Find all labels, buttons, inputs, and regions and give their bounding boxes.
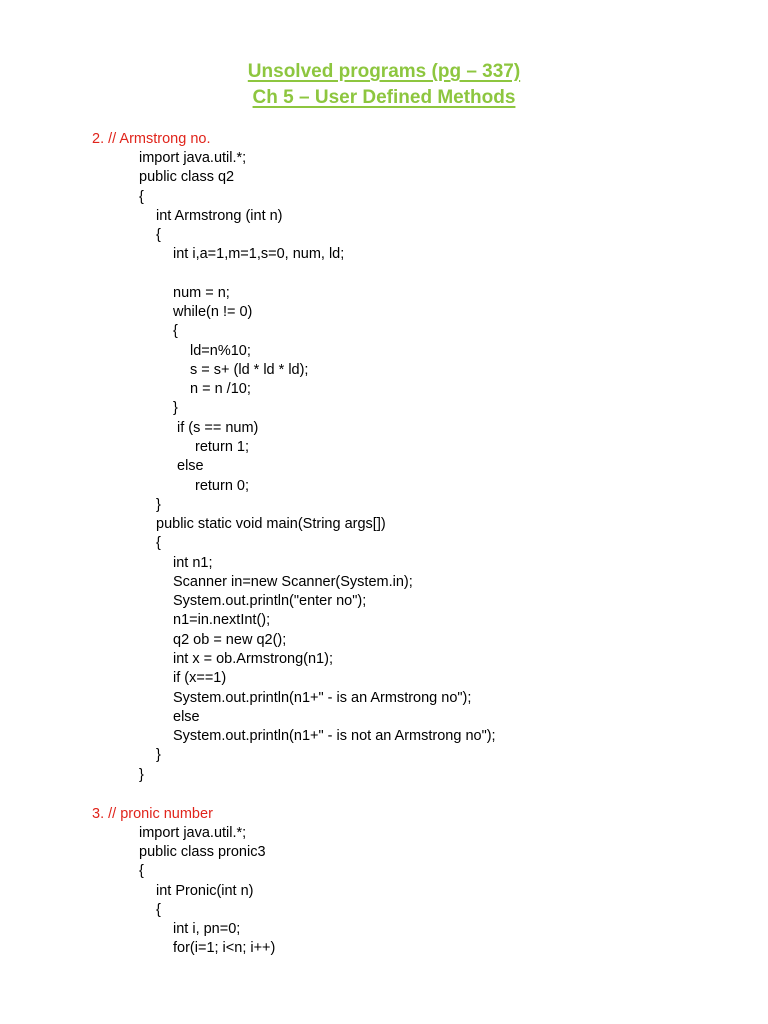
- code-line: System.out.println(n1+" - is not an Armstrong no");: [173, 728, 496, 744]
- code-line: int Pronic(int n): [156, 883, 254, 899]
- title-text-2: Ch 5 – User Defined Methods: [252, 87, 516, 108]
- code-line: System.out.println(n1+" - is an Armstrong no");: [173, 690, 472, 706]
- code-line: q2 ob = new q2();: [173, 632, 287, 648]
- program-heading-armstrong: 2. // Armstrong no.: [92, 131, 211, 147]
- code-line: while(n != 0): [173, 304, 253, 320]
- code-line: int i, pn=0;: [173, 921, 241, 937]
- code-line: int n1;: [173, 555, 213, 571]
- code-line: Scanner in=new Scanner(System.in);: [173, 574, 413, 590]
- code-line: {: [173, 323, 178, 339]
- code-line: }: [156, 747, 161, 763]
- code-line: public class pronic3: [139, 844, 266, 860]
- code-line: return 0;: [195, 478, 249, 494]
- code-line: num = n;: [173, 285, 230, 301]
- code-line: for(i=1; i<n; i++): [173, 940, 276, 956]
- code-line: n = n /10;: [190, 381, 251, 397]
- code-line: if (s == num): [177, 420, 259, 436]
- code-line: }: [139, 767, 144, 783]
- code-line: s = s+ (ld * ld * ld);: [190, 362, 309, 378]
- code-line: System.out.println("enter no");: [173, 593, 367, 609]
- code-line: return 1;: [195, 439, 249, 455]
- title-text-1: Unsolved programs (pg – 337): [247, 61, 521, 82]
- code-line: int i,a=1,m=1,s=0, num, ld;: [173, 246, 345, 262]
- code-line: }: [156, 497, 161, 513]
- program-heading-pronic: 3. // pronic number: [92, 806, 213, 822]
- code-line: else: [177, 458, 204, 474]
- code-line: if (x==1): [173, 670, 227, 686]
- code-line: n1=in.nextInt();: [173, 612, 271, 628]
- document-title-line-1: [0, 61, 768, 83]
- code-line: {: [139, 189, 144, 205]
- code-line: int Armstrong (int n): [156, 208, 283, 224]
- code-line: {: [156, 227, 161, 243]
- code-line: import java.util.*;: [139, 150, 247, 166]
- code-line: public class q2: [139, 169, 235, 185]
- code-line: {: [156, 902, 161, 918]
- code-line: ld=n%10;: [190, 343, 251, 359]
- code-line: public static void main(String args[]): [156, 516, 386, 532]
- code-line: import java.util.*;: [139, 825, 247, 841]
- code-line: {: [156, 535, 161, 551]
- code-line: int x = ob.Armstrong(n1);: [173, 651, 333, 667]
- code-line: else: [173, 709, 200, 725]
- code-line: }: [173, 400, 178, 416]
- code-line: {: [139, 863, 144, 879]
- document-title-line-2: [0, 87, 768, 109]
